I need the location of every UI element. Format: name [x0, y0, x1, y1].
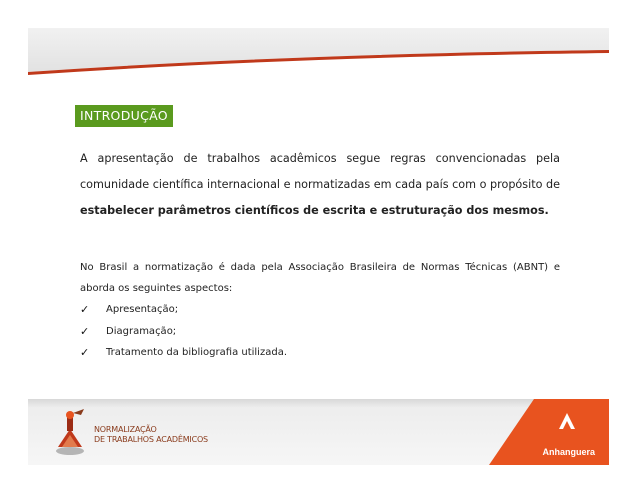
intro-paragraph: [80, 146, 560, 224]
check-icon: ✓: [80, 324, 90, 338]
list-item-label: Diagramação;: [106, 325, 177, 337]
logo-line-1: NORMALIZAÇÃO: [94, 425, 157, 434]
list-item-label: Tratamento da bibliografia utilizada.: [106, 347, 287, 358]
intro-emphasis: estabelecer parâmetros científicos de escrita e estruturação dos mesmos.: [80, 204, 549, 217]
footer-band: [28, 399, 609, 465]
list-item: [80, 299, 287, 321]
list-item: [80, 321, 287, 343]
slide: [28, 28, 609, 465]
check-icon: ✓: [80, 303, 90, 316]
normalization-logo-icon: [48, 407, 92, 457]
abnt-paragraph: No Brasil a normatização é dada pela Associação Brasileira de Normas Técnicas (ABNT) e aborda os seguintes aspectos:: [80, 262, 560, 294]
aspects-list: [80, 299, 287, 364]
intro-text: A apresentação de trabalhos acadêmicos segue regras convencionadas pela comunidade científica internacional e normatizadas em cada país com o propósito de: [80, 152, 560, 191]
list-item-label: Apresentação;: [106, 304, 179, 315]
check-icon: ✓: [80, 346, 90, 359]
brand-name: Anhanguera: [542, 447, 595, 457]
header-swoosh: [28, 28, 609, 80]
logo-line-2: DE TRABALHOS ACADÊMICOS: [94, 435, 208, 444]
logo-title: [94, 425, 208, 445]
section-title: INTRODUÇÃO: [75, 105, 173, 127]
list-item: [80, 342, 287, 364]
